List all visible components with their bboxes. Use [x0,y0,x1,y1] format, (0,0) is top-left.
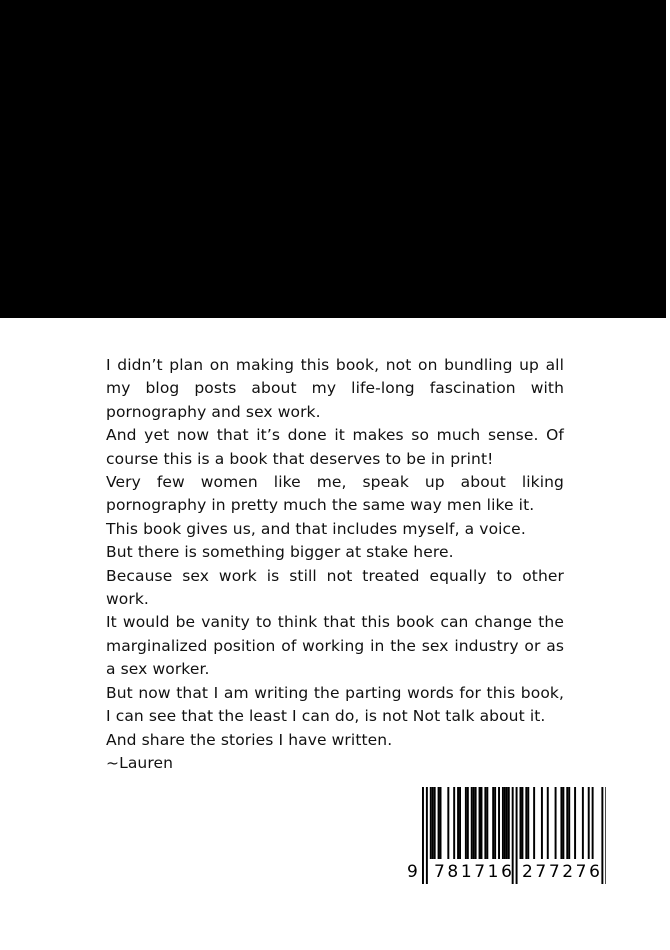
barcode-bar [588,787,590,859]
blurb-signature: ~Lauren [106,753,174,772]
barcode-bar [430,787,432,859]
barcode-bar [484,787,486,859]
barcode-bar [481,787,483,859]
barcode-bar [504,787,506,859]
barcode-bar [440,787,442,859]
barcode-lead-digit: 9 [407,862,421,882]
barcode-bar [574,787,576,859]
barcode-guard-bar [426,787,428,884]
barcode-bar [467,787,469,859]
barcode-right-digits: 277276 [522,862,603,882]
barcode-bar [555,787,557,859]
barcode-bar [479,787,481,859]
blurb-paragraph: But now that I am writing the parting words for this book, I can see that the least I can do, is not Not talk about it. [106,683,564,726]
barcode-bar [562,787,564,859]
barcode-bar [438,787,440,859]
blurb-paragraph: And yet now that it’s done it makes so much sense. Of course this is a book that deserves to be in print! [106,426,564,468]
barcode-bar [434,787,436,859]
barcode-bar [560,787,562,859]
barcode-bar [475,787,477,859]
barcode-bar [494,787,496,859]
barcode-bar [473,787,475,859]
barcode-bar [592,787,594,859]
barcode-bar [525,787,527,859]
barcode-bar [541,787,543,859]
barcode-bar [533,787,535,859]
barcode-bar [521,787,523,859]
barcode-bar [566,787,568,859]
barcode-left-digits: 781716 [434,862,515,882]
barcode-bar [506,787,508,859]
barcode-bar [520,787,522,859]
barcode-bar [582,787,584,859]
barcode-bar [508,787,510,859]
barcode-bar [465,787,467,859]
barcode-bar [459,787,461,859]
barcode-bar [453,787,455,859]
barcode-bar [457,787,459,859]
blurb-paragraph: Very few women like me, speak up about liking pornography in pretty much the same way men like it. [106,473,564,515]
cover-black-band [0,0,666,318]
blurb-paragraph: It would be vanity to think that this book can change the marginalized position of working in the sex industry or as a sex worker. [106,613,564,679]
barcode-bar [471,787,473,859]
barcode-bar [547,787,549,859]
barcode-bar [492,787,494,859]
blurb-paragraph: I didn’t plan on making this book, not on bundling up all my blog posts about my life-long fascination with pornography and sex work. [106,356,564,421]
blurb-paragraph: But there is something bigger at stake here. [106,543,454,562]
barcode-bar [447,787,449,859]
blurb-paragraph: This book gives us, and that includes myself, a voice. [106,519,526,538]
blurb-paragraph: And share the stories I have written. [106,730,393,749]
barcode-bar [432,787,434,859]
blurb-paragraph: Because sex work is still not treated equally to other work. [106,566,564,609]
barcode-bar [527,787,529,859]
barcode-bar [568,787,570,859]
back-cover-blurb [106,354,564,775]
barcode-guard-bar [422,787,424,884]
barcode-bar [498,787,500,859]
barcode-guard-bar [605,787,606,884]
barcode-bar [502,787,504,859]
barcode-guard-bar [516,787,518,884]
barcode-bar [486,787,488,859]
